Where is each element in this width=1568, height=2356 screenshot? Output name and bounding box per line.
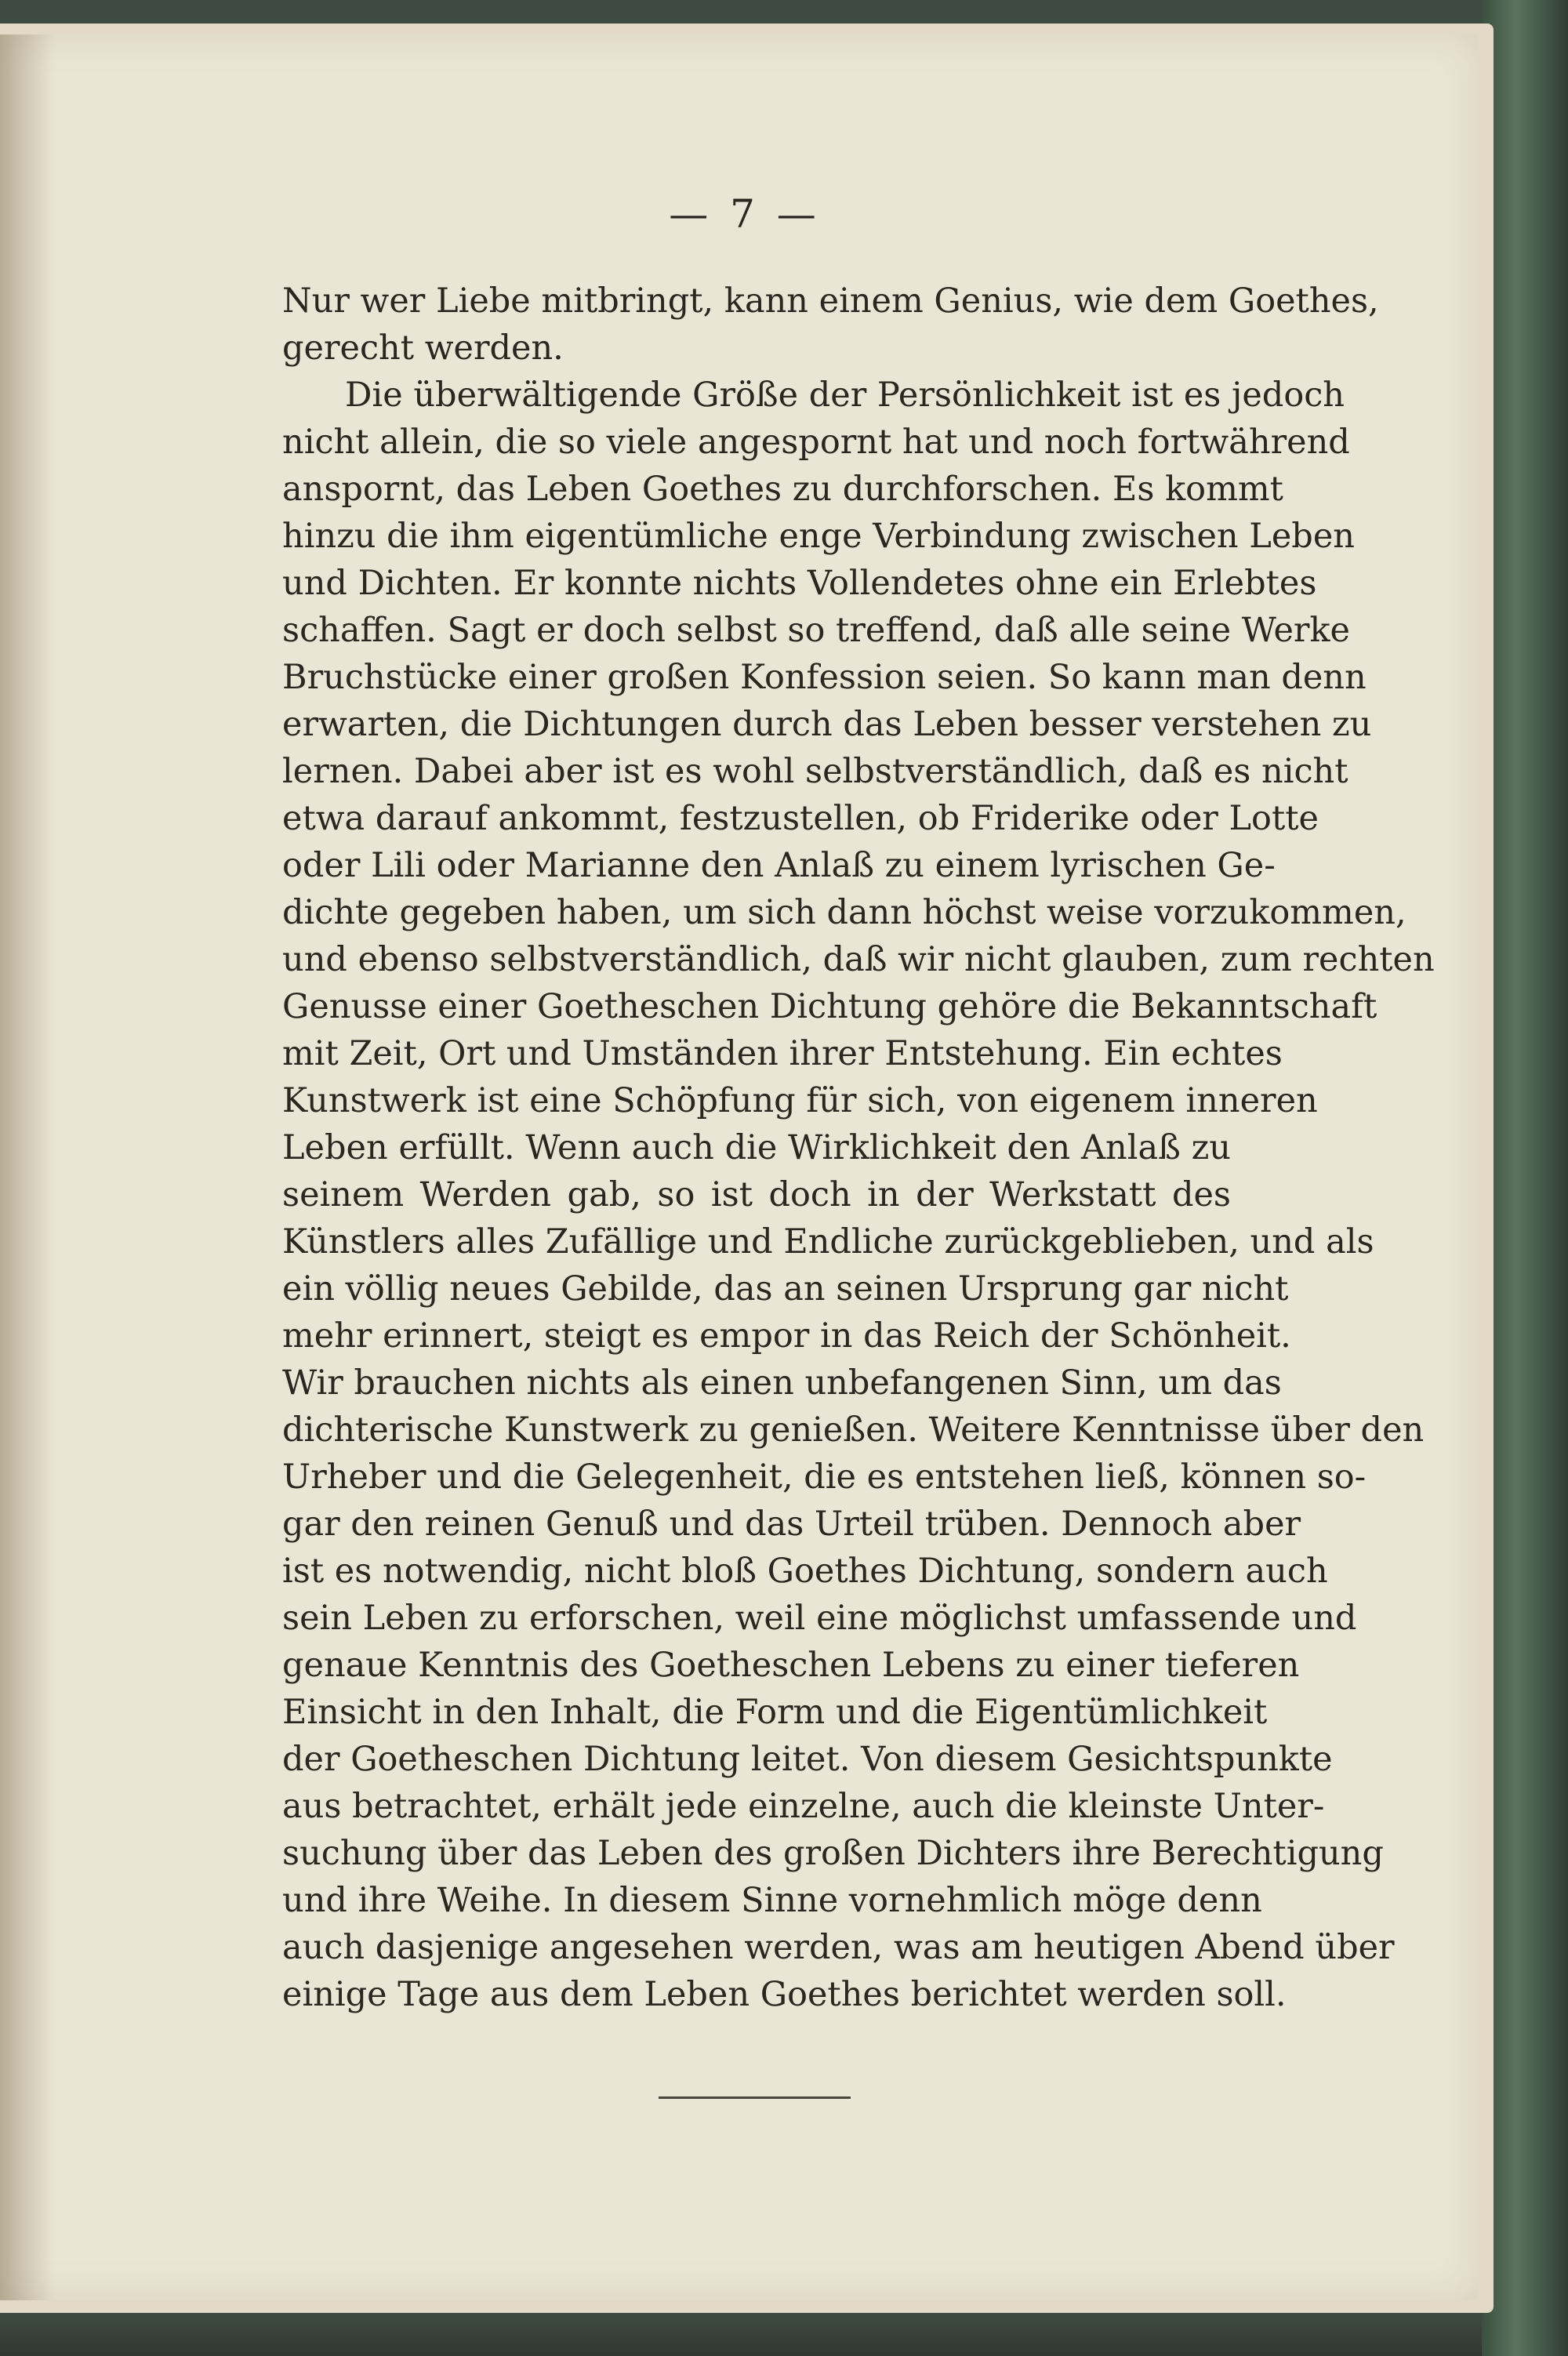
text-line: ein völlig neues Gebilde, das an seinen Ursprung gar nicht (282, 1269, 1289, 1309)
text-line: Einsicht in den Inhalt, die Form und die Eigentümlichkeit (282, 1693, 1268, 1732)
text-line: und ihre Weihe. In diesem Sinne vornehmlich möge denn (282, 1881, 1262, 1920)
text-line: sein Leben zu erforschen, weil eine möglichst umfassende und (282, 1599, 1357, 1638)
text-line: dichte gegeben haben, um sich dann höchst weise vorzukommen, (282, 893, 1406, 932)
text-line: Wir brauchen nichts als einen unbefangenen Sinn, um das (282, 1363, 1282, 1403)
text-line: einige Tage aus dem Leben Goethes berichtet werden soll. (282, 1975, 1287, 2014)
page-gutter-shadow (0, 34, 55, 2300)
text-line: ist es notwendig, nicht bloß Goethes Dichtung, sondern auch (282, 1552, 1328, 1591)
page-number: — 7 — (669, 191, 821, 237)
text-line: Die überwältigende Größe der Persönlichkeit ist es jedoch (345, 376, 1345, 415)
text-line: der Goetheschen Dichtung leitet. Von diesem Gesichtspunkte (282, 1740, 1333, 1779)
text-line: Urheber und die Gelegenheit, die es entstehen ließ, können so- (282, 1458, 1367, 1497)
text-line: seinem Werden gab, so ist doch in der Werkstatt des (282, 1175, 1231, 1214)
text-line: Genusse einer Goetheschen Dichtung gehöre die Bekanntschaft (282, 987, 1377, 1026)
text-line: Leben erfüllt. Wenn auch die Wirklichkeit den Anlaß zu (282, 1128, 1231, 1167)
text-line: Nur wer Liebe mitbringt, kann einem Genius, wie dem Goethes, (282, 281, 1379, 321)
text-line: mehr erinnert, steigt es empor in das Reich der Schönheit. (282, 1316, 1291, 1356)
book-page (0, 34, 1478, 2300)
text-line: lernen. Dabei aber ist es wohl selbstverständlich, daß es nicht (282, 752, 1348, 791)
text-line: Bruchstücke einer großen Konfession seien. So kann man denn (282, 658, 1367, 697)
text-line: Künstlers alles Zufällige und Endliche zurückgeblieben, und als (282, 1222, 1374, 1261)
body-text (282, 278, 1435, 2018)
text-line: nicht allein, die so viele angespornt hat und noch fortwährend (282, 423, 1350, 462)
text-line: mit Zeit, Ort und Umständen ihrer Entstehung. Ein echtes (282, 1034, 1283, 1073)
text-line: dichterische Kunstwerk zu genießen. Weitere Kenntnisse über den (282, 1410, 1425, 1450)
text-line: Kunstwerk ist eine Schöpfung für sich, von eigenem inneren (282, 1081, 1318, 1120)
text-line: und ebenso selbstverständlich, daß wir nicht glauben, zum rechten (282, 940, 1435, 979)
text-line: erwarten, die Dichtungen durch das Leben besser verstehen zu (282, 705, 1372, 744)
text-line: hinzu die ihm eigentümliche enge Verbindung zwischen Leben (282, 517, 1355, 556)
text-line: genaue Kenntnis des Goetheschen Lebens zu einer tieferen (282, 1646, 1300, 1685)
text-line: auch dasjenige angesehen werden, was am heutigen Abend über (282, 1928, 1395, 1967)
text-line: oder Lili oder Marianne den Anlaß zu einem lyrischen Ge- (282, 846, 1276, 885)
end-rule (659, 2096, 851, 2099)
text-line: schaffen. Sagt er doch selbst so treffend, daß alle seine Werke (282, 611, 1350, 650)
text-line: gerecht werden. (282, 329, 564, 368)
text-line: und Dichten. Er konnte nichts Vollendetes ohne ein Erlebtes (282, 564, 1317, 603)
book-cover-edge (1482, 0, 1568, 2356)
text-line: aus betrachtet, erhält jede einzelne, auch die kleinste Unter- (282, 1787, 1325, 1826)
text-line: suchung über das Leben des großen Dichters ihre Berechtigung (282, 1834, 1384, 1873)
text-line: anspornt, das Leben Goethes zu durchforschen. Es kommt (282, 470, 1283, 509)
text-line: gar den reinen Genuß und das Urteil trüben. Dennoch aber (282, 1505, 1301, 1544)
text-line: etwa darauf ankommt, festzustellen, ob Friderike oder Lotte (282, 799, 1319, 838)
